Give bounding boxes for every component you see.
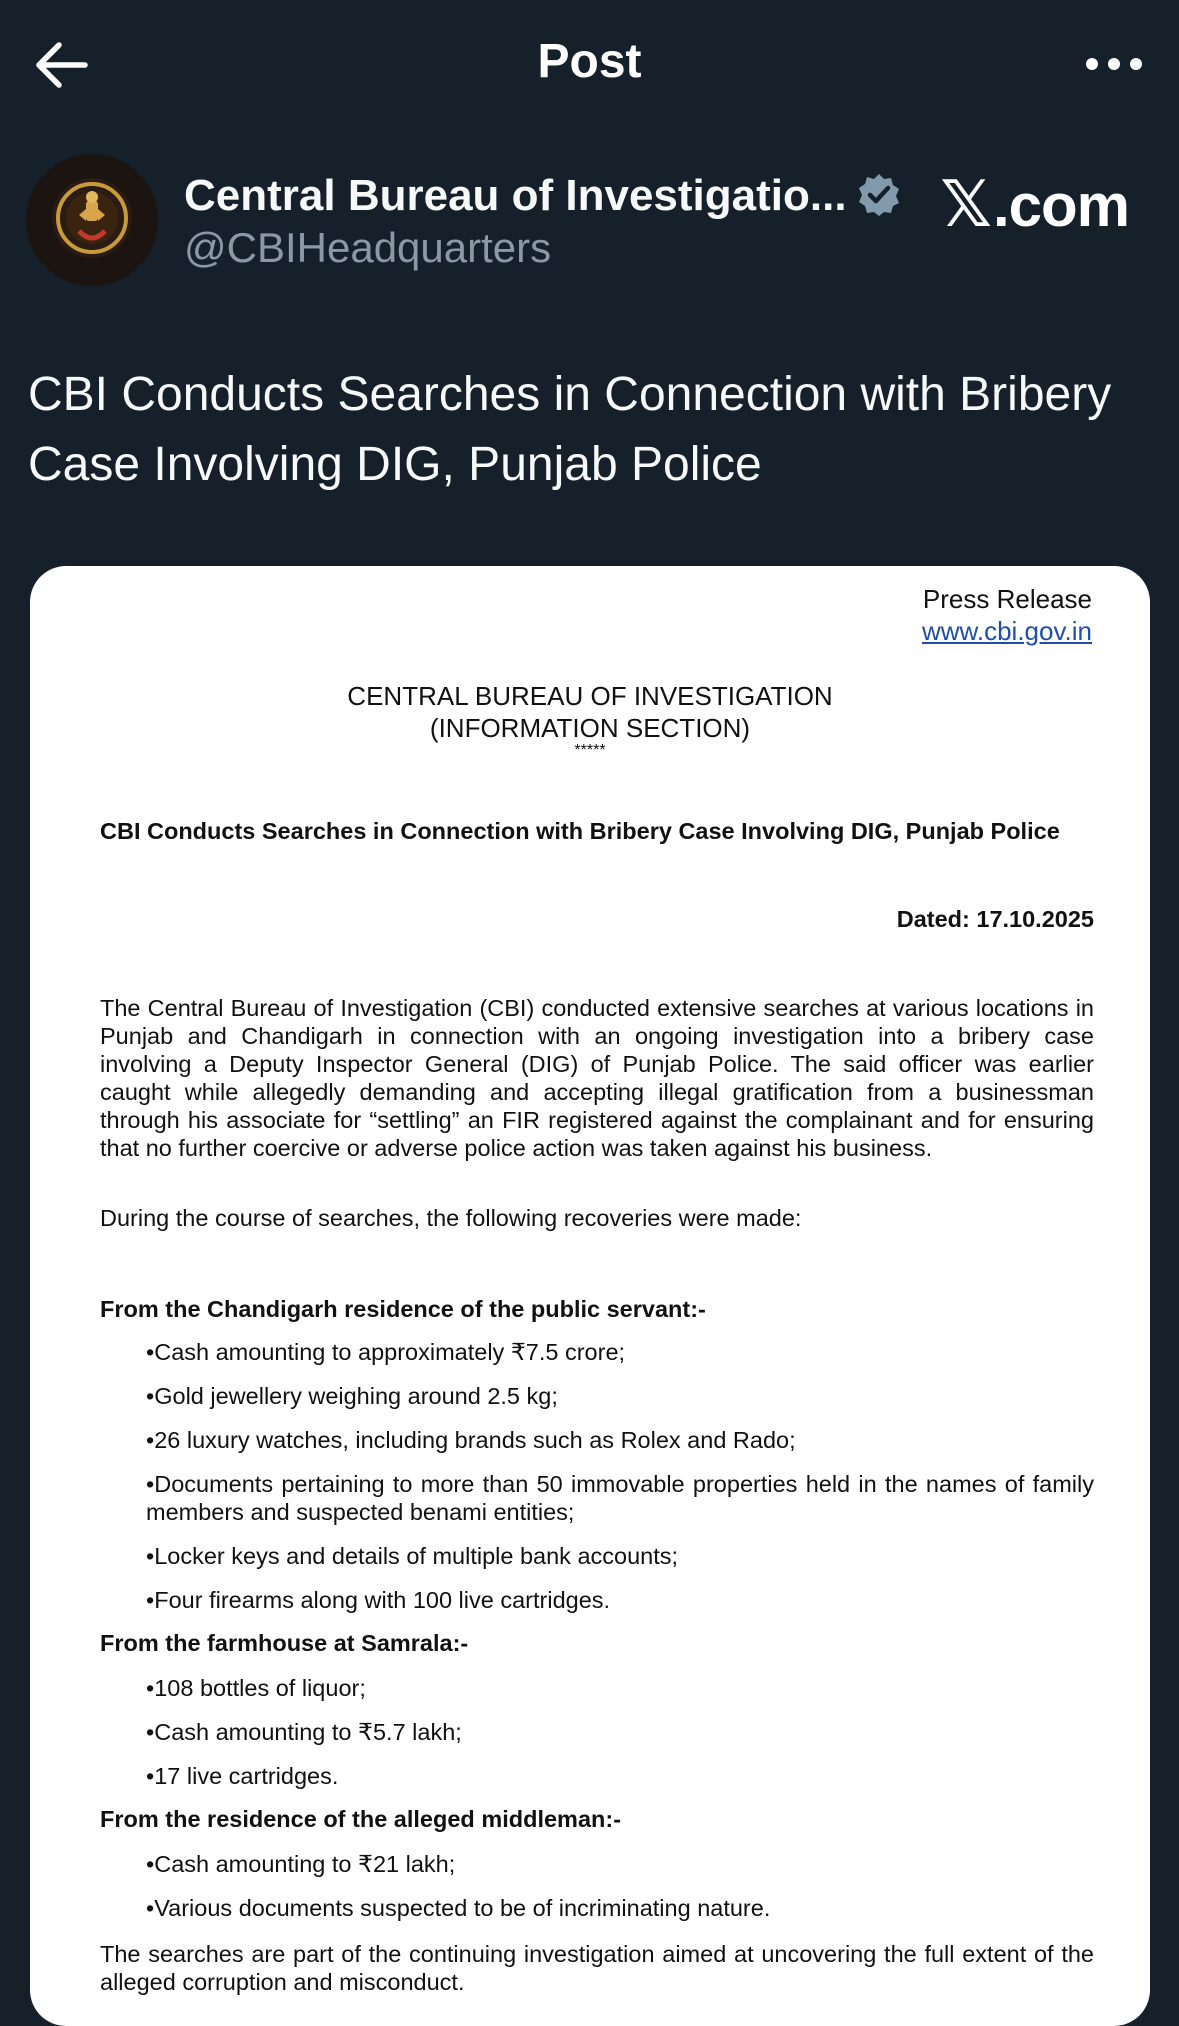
list-item: •Various documents suspected to be of incriminating nature. [146,1895,771,1921]
press-release-label: Press Release [922,584,1092,614]
author-name: Central Bureau of Investigatio... [184,171,847,220]
org-section: (INFORMATION SECTION) [429,713,751,743]
section-heading-farmhouse: From the farmhouse at Samrala:- [100,1630,469,1656]
press-release-document [30,566,1150,2026]
website-link: www.cbi.gov.in [921,616,1092,646]
list-item: •17 live cartridges. [146,1763,339,1789]
page-title: Post [537,35,642,88]
paragraph-recoveries: During the course of searches, the following recoveries were made: [100,1205,802,1231]
verified-badge-icon [857,172,901,221]
author-handle[interactable]: @CBIHeadquarters [184,224,552,271]
more-options-button[interactable] [1079,36,1149,96]
list-item: •Cash amounting to ₹5.7 lakh; [146,1719,462,1745]
document-subject: CBI Conducts Searches in Connection with Bribery Case Involving DIG, Punjab Police [100,818,1060,844]
stars-divider: ***** [574,742,606,759]
more-horizontal-icon [1085,57,1143,76]
list-item: •Documents pertaining to more than 50 immovable properties held in the names of family members and suspected benami entities; [146,1471,1094,1525]
list-item: •Cash amounting to ₹21 lakh; [146,1851,456,1877]
document-date: Dated: 17.10.2025 [896,906,1094,932]
section-heading-middleman: From the residence of the alleged middleman:- [100,1806,622,1832]
cbi-emblem-icon [49,175,135,266]
section-heading-residence: From the Chandigarh residence of the public servant:- [100,1296,706,1322]
post-text: CBI Conducts Searches in Connection with Bribery Case Involving DIG, Punjab Police [28,368,1112,491]
document-header [30,680,1150,758]
author-name-row[interactable] [184,166,901,226]
paragraph-intro: The Central Bureau of Investigation (CBI) conducted extensive searches at various locations in Punjab and Chandigarh in connection with an ongoing investigation into a bribery case involving a Deputy Inspector General (DIG) of Punjab Police. The said officer was earlier caught while allegedly demanding and accepting illegal gratification from a businessman through his associate for “settling” an FIR registered against the complainant and for ensuring that no further coercive or adverse police action was taken against his business. [100,995,1094,1161]
list-item: •108 bottles of liquor; [146,1675,366,1701]
list-item: •Locker keys and details of multiple bank accounts; [146,1543,679,1569]
avatar[interactable] [26,154,158,286]
post-image[interactable] [30,566,1150,2026]
brand-text: .com [992,171,1129,239]
org-name: CENTRAL BUREAU OF INVESTIGATION [347,681,833,711]
list-item: •Four firearms along with 100 live cartridges. [146,1587,611,1613]
paragraph-closing: The searches are part of the continuing investigation aimed at uncovering the full extent of the alleged corruption and misconduct. [100,1941,1094,1995]
top-bar [0,0,1179,132]
author-row [0,150,1179,290]
list-item: •26 luxury watches, including brands such as Rolex and Rado; [146,1427,796,1453]
list-item: •Cash amounting to approximately ₹7.5 crore; [146,1339,626,1365]
brand-watermark [940,168,1129,242]
list-item: •Gold jewellery weighing around 2.5 kg; [146,1383,558,1409]
x-logo-icon: 𝕏 [940,168,991,242]
